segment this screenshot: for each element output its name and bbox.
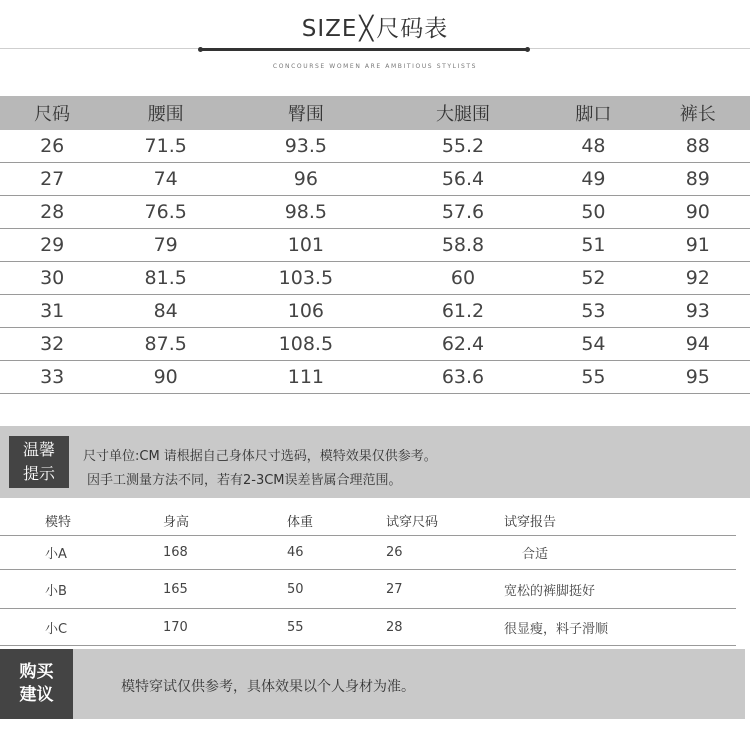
cell: 71.5 — [104, 130, 227, 163]
tips-badge-line2: 提示 — [22, 464, 55, 483]
cell: 合适 — [504, 536, 736, 570]
title-underline — [200, 48, 528, 51]
cell: 小A — [45, 536, 163, 570]
cell: 91 — [646, 229, 750, 262]
size-table — [0, 96, 750, 394]
buy-advice-badge — [0, 649, 73, 719]
cell: 88 — [646, 130, 750, 163]
tips-badge — [9, 436, 69, 488]
col-waist: 腰围 — [104, 96, 227, 130]
cell: 84 — [104, 295, 227, 328]
tagline: CONCOURSE WOMEN ARE AMBITIOUS STYLISTS — [272, 63, 478, 70]
cell: 81.5 — [104, 262, 227, 295]
table-row — [0, 229, 750, 262]
title-size: SIZE — [301, 16, 358, 42]
col-size: 尺码 — [0, 96, 104, 130]
cell: 49 — [541, 163, 645, 196]
cell: 87.5 — [104, 328, 227, 361]
table-row — [0, 361, 750, 394]
tips-line-2: 因手工测量方法不同，若有2-3CM误差皆属合理范围。 — [87, 473, 402, 488]
cell: 57.6 — [385, 196, 542, 229]
cell: 79 — [104, 229, 227, 262]
table-row — [0, 536, 736, 570]
tips-banner — [0, 426, 750, 498]
cell: 108.5 — [227, 328, 385, 361]
cell: 60 — [385, 262, 542, 295]
cell: 94 — [646, 328, 750, 361]
size-table-header — [0, 96, 750, 130]
buy-badge-line2: 建议 — [19, 685, 54, 705]
page-title — [0, 10, 750, 43]
cell: 26 — [386, 536, 504, 570]
cell: 101 — [227, 229, 385, 262]
table-row — [0, 163, 750, 196]
table-row — [0, 130, 750, 163]
table-row — [0, 570, 736, 609]
cell: 26 — [0, 130, 104, 163]
cell: 46 — [287, 536, 386, 570]
cell: 74 — [104, 163, 227, 196]
cell: 27 — [386, 570, 504, 609]
cell: 55 — [541, 361, 645, 394]
cell: 小C — [45, 609, 163, 646]
cell: 106 — [227, 295, 385, 328]
cell: 98.5 — [227, 196, 385, 229]
col-hem: 脚口 — [541, 96, 645, 130]
table-row — [0, 609, 736, 646]
cell: 28 — [386, 609, 504, 646]
cell: 90 — [104, 361, 227, 394]
underline-dot-left — [198, 47, 203, 52]
cell: 111 — [227, 361, 385, 394]
model-table — [0, 505, 736, 646]
cell: 小B — [45, 570, 163, 609]
cell: 50 — [541, 196, 645, 229]
col-height: 身高 — [163, 514, 190, 530]
cell: 48 — [541, 130, 645, 163]
cell: 96 — [227, 163, 385, 196]
col-model: 模特 — [45, 514, 72, 530]
col-try-report: 试穿报告 — [504, 514, 557, 530]
cell: 89 — [646, 163, 750, 196]
cell: 54 — [541, 328, 645, 361]
cell: 28 — [0, 196, 104, 229]
cell: 76.5 — [104, 196, 227, 229]
cell: 55.2 — [385, 130, 542, 163]
cell: 92 — [646, 262, 750, 295]
col-try-size: 试穿尺码 — [386, 514, 439, 530]
buy-badge-line1: 购买 — [19, 662, 54, 682]
cell: 61.2 — [385, 295, 542, 328]
cell: 55 — [287, 609, 386, 646]
cell: 30 — [0, 262, 104, 295]
cell: 95 — [646, 361, 750, 394]
table-row — [0, 328, 750, 361]
table-row — [0, 262, 750, 295]
cell: 63.6 — [385, 361, 542, 394]
cell: 58.8 — [385, 229, 542, 262]
col-thigh: 大腿围 — [385, 96, 542, 130]
cell: 53 — [541, 295, 645, 328]
table-row — [0, 295, 750, 328]
cell: 51 — [541, 229, 645, 262]
buy-advice-text: 模特穿试仅供参考，具体效果以个人身材为准。 — [121, 679, 415, 695]
buy-advice-banner — [0, 649, 745, 719]
cell: 103.5 — [227, 262, 385, 295]
cell: 93.5 — [227, 130, 385, 163]
cell: 52 — [541, 262, 645, 295]
cell: 62.4 — [385, 328, 542, 361]
cell: 27 — [0, 163, 104, 196]
tips-line-1: 尺寸单位:CM 请根据自己身体尺寸选码，模特效果仅供参考。 — [83, 449, 437, 464]
title-cross-icon: ╳ — [359, 16, 375, 42]
cell: 165 — [163, 570, 287, 609]
col-hip: 臀围 — [227, 96, 385, 130]
cell: 31 — [0, 295, 104, 328]
model-table-header — [0, 505, 736, 536]
cell: 90 — [646, 196, 750, 229]
cell: 29 — [0, 229, 104, 262]
cell: 170 — [163, 609, 287, 646]
cell: 50 — [287, 570, 386, 609]
title-chart: 尺码表 — [376, 16, 449, 42]
underline-dot-right — [525, 47, 530, 52]
cell: 93 — [646, 295, 750, 328]
col-weight: 体重 — [287, 514, 314, 530]
cell: 32 — [0, 328, 104, 361]
table-row — [0, 196, 750, 229]
cell: 168 — [163, 536, 287, 570]
tips-badge-line1: 温馨 — [22, 440, 55, 459]
cell: 56.4 — [385, 163, 542, 196]
cell: 33 — [0, 361, 104, 394]
col-length: 裤长 — [646, 96, 750, 130]
cell: 宽松的裤脚挺好 — [504, 570, 736, 609]
cell: 很显瘦，料子滑顺 — [504, 609, 736, 646]
